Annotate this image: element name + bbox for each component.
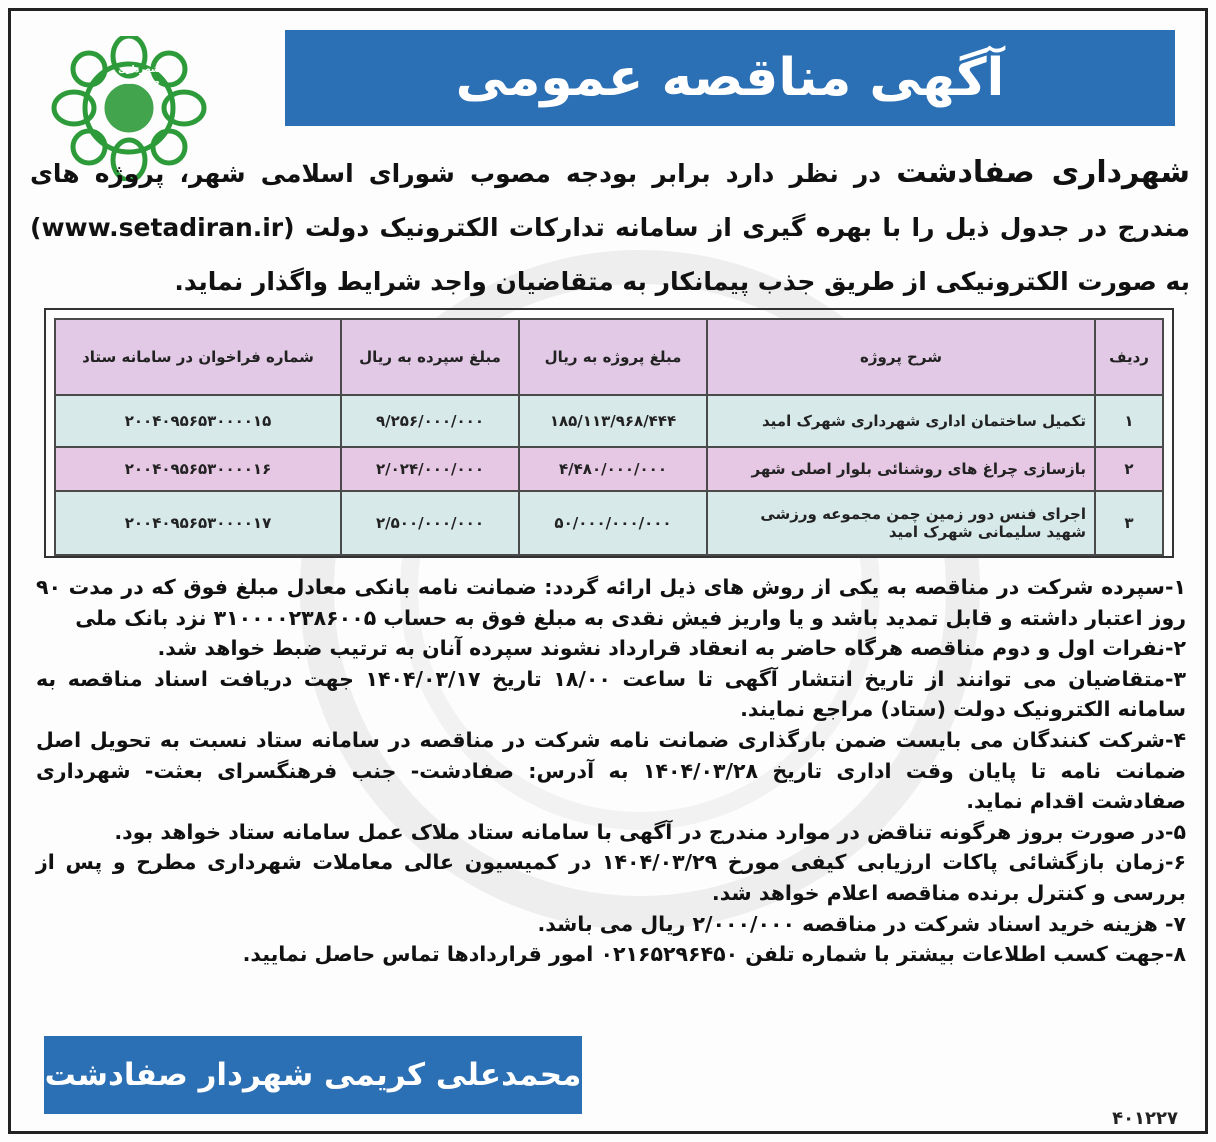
cell-call: ۲۰۰۴۰۹۵۶۵۳۰۰۰۰۱۷ — [55, 491, 341, 555]
condition-item: ۴-شرکت کنندگان می بایست ضمن بارگذاری ضمانت نامه شرکت در مناقصه در سامانه ستاد نسبت به تحویل اصل ضمانت نامه تا پایان وقت اداری تاریخ ۱۴۰۴/۰۳/۲۸ به آدرس: صفادشت- جنب فرهنگسرای بعثت- شهرداری صفادشت اقدام نماید. — [36, 727, 1187, 814]
signature-text: محمدعلی کریمی شهردار صفادشت — [44, 1057, 582, 1093]
projects-table-wrapper — [44, 308, 1174, 558]
condition-item: ۲-نفرات اول و دوم مناقصه هرگاه حاضر به انعقاد قرارداد نشوند سپرده آنان به ترتیب ضبط خواهد شد. — [157, 636, 1186, 661]
cell-call: ۲۰۰۴۰۹۵۶۵۳۰۰۰۰۱۵ — [55, 395, 341, 447]
col-header-amount: مبلغ پروژه به ریال — [519, 319, 707, 395]
table-row — [55, 491, 1163, 555]
col-header-call: شماره فراخوان در سامانه ستاد — [55, 319, 341, 395]
organization-name: شهرداری صفادشت — [896, 155, 1190, 190]
intro-paragraph — [30, 146, 1190, 309]
signature-banner — [44, 1036, 582, 1114]
cell-row: ۲ — [1095, 447, 1163, 491]
cell-call: ۲۰۰۴۰۹۵۶۵۳۰۰۰۰۱۶ — [55, 447, 341, 491]
notice-code: ۴۰۱۲۲۷ — [1112, 1108, 1178, 1129]
col-header-desc: شرح پروژه — [707, 319, 1095, 395]
col-header-deposit: مبلغ سپرده به ریال — [341, 319, 519, 395]
condition-item: ۷- هزینه خرید اسناد شرکت در مناقصه ۲/۰۰۰/۰۰۰ ریال می باشد. — [537, 911, 1186, 936]
conditions-list — [36, 572, 1186, 970]
col-header-row: ردیف — [1095, 319, 1163, 395]
cell-deposit: ۹/۲۵۶/۰۰۰/۰۰۰ — [341, 395, 519, 447]
projects-table — [54, 318, 1164, 556]
title-banner — [285, 30, 1175, 126]
logo-caption: شهرداری صفادشت — [118, 65, 160, 87]
page-title: آگهی مناقصه عمومی — [455, 48, 1005, 108]
condition-item: ۱-سپرده شرکت در مناقصه به یکی از روش های ذیل ارائه گردد: ضمانت نامه بانکی معادل مبلغ فوق که در مدت ۹۰ روز اعتبار داشته و قابل تمدید باشد و یا واریز فیش نقدی به مبلغ فوق به حساب ۳۱۰۰۰۰۲۳۸۶۰۰۵ نزد بانک ملی — [36, 575, 1186, 630]
cell-desc: اجرای فنس دور زمین چمن مجموعه ورزشی شهید سلیمانی شهرک امید — [707, 491, 1095, 555]
cell-desc: تکمیل ساختمان اداری شهرداری شهرک امید — [707, 395, 1095, 447]
condition-item: ۶-زمان بازگشائی پاکات ارزیابی کیفی مورخ ۱۴۰۴/۰۳/۲۹ در کمیسیون عالی معاملات شهرداری مطرح و پس از بررسی و کنترل برنده مناقصه اعلام خواهد شد. — [36, 850, 1186, 905]
cell-amount: ۱۸۵/۱۱۳/۹۶۸/۴۴۴ — [519, 395, 707, 447]
cell-row: ۱ — [1095, 395, 1163, 447]
cell-row: ۳ — [1095, 491, 1163, 555]
condition-item: ۳-متقاضیان می توانند از تاریخ انتشار آگهی تا ساعت ۱۸/۰۰ تاریخ ۱۴۰۴/۰۳/۱۷ جهت دریافت اسناد مناقصه به سامانه الکترونیک دولت (ستاد) مراجع نمایند. — [36, 666, 1187, 722]
cell-deposit: ۲/۰۲۴/۰۰۰/۰۰۰ — [341, 447, 519, 491]
condition-item: ۵-در صورت بروز هرگونه تناقض در موارد مندرج در آگهی با سامانه ستاد ملاک عمل سامانه ستاد خواهد بود. — [114, 819, 1186, 844]
cell-deposit: ۲/۵۰۰/۰۰۰/۰۰۰ — [341, 491, 519, 555]
table-header-row — [55, 319, 1163, 395]
table-row — [55, 447, 1163, 491]
table-row — [55, 395, 1163, 447]
cell-amount: ۵۰/۰۰۰/۰۰۰/۰۰۰ — [519, 491, 707, 555]
cell-desc: بازسازی چراغ های روشنائی بلوار اصلی شهر — [707, 447, 1095, 491]
intro-text: در نظر دارد برابر بودجه مصوب شورای اسلامی شهر، پروژه های مندرج در جدول ذیل را با بهره گیری از سامانه تدارکات الکترونیک دولت (www.setadiran.ir) به صورت الکترونیکی از طریق جذب پیمانکار به متقاضیان واجد شرایط واگذار نماید. — [30, 159, 1190, 296]
condition-item: ۸-جهت کسب اطلاعات بیشتر با شماره تلفن ۰۲۱۶۵۲۹۶۴۵۰ امور قراردادها تماس حاصل نمایید. — [242, 942, 1186, 967]
cell-amount: ۴/۴۸۰/۰۰۰/۰۰۰ — [519, 447, 707, 491]
